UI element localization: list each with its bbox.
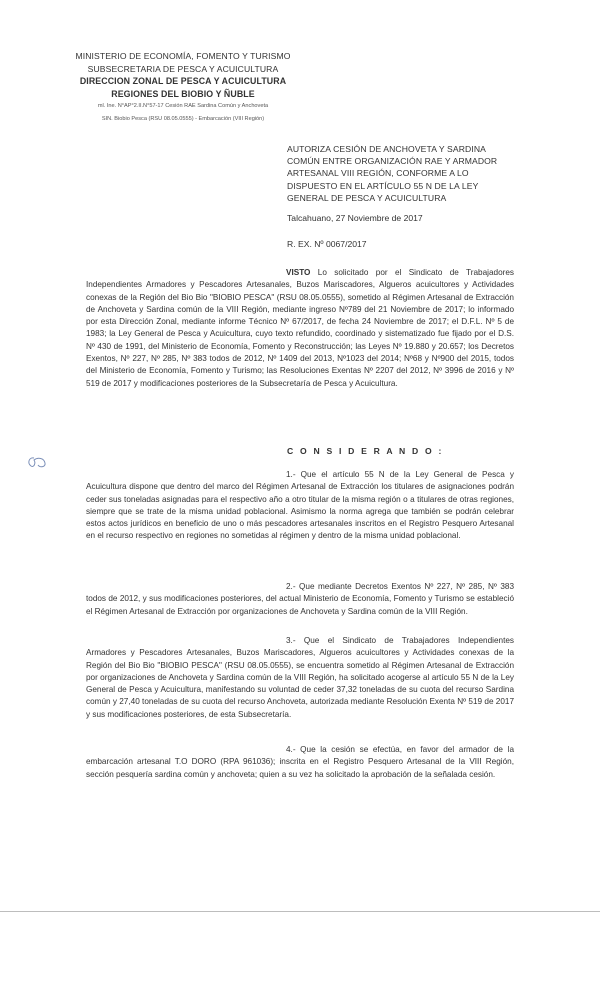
page-footer-rule	[0, 911, 600, 912]
letterhead	[58, 50, 308, 125]
regions-line: REGIONES DEL BIOBIO Y ÑUBLE	[111, 88, 255, 99]
zonal-direction-line: DIRECCION ZONAL DE PESCA Y ACUICULTURA	[79, 76, 287, 86]
place-date: Talcahuano, 27 Noviembre de 2017	[287, 213, 423, 223]
subsecretary-line: SUBSECRETARIA DE PESCA Y ACUICULTURA	[87, 63, 279, 74]
visto-label: VISTO	[286, 268, 311, 277]
considerando-heading: C O N S I D E R A N D O :	[287, 446, 444, 456]
ministry-line: MINISTERIO DE ECONOMÍA, FOMENTO Y TURISMO	[75, 51, 291, 61]
considerando-1: 1.- Que el artículo 55 N de la Ley General de Pesca y Acuicultura dispone que dentro del marco del Régimen Artesanal de Extracción los titulares de asignaciones podrán ceder sus toneladas asignadas para el respectivo año a otro titular de la misma región o a titulares de otras regiones, siempre que se trate de la misma unidad poblacional. Asimismo la norma agrega que también se podrán celebrar estos actos jurídicos en beneficio de uno o más pescadores artesanales inscritos en el Registro Pesquero Artesanal en el recurso respectivo en regiones no sometidas al régimen y dentro de la misma unidad poblacional.	[86, 470, 514, 541]
visto-paragraph	[86, 267, 514, 390]
visto-text: Lo solicitado por el Sindicato de Trabajadores Independientes Armadores y Pescadores Artesanales, Buzos Mariscadores, Algueros acuicultores y Actividades conexas de la Región del Bio Bio "BIOBIO PESCA" (RSU 08.05.0555), sometido al Régimen Artesanal de Extracción de Anchoveta y Sardina común de la VIII Región, mediante ingreso Nº789 del 21 Noviembre de 2017; lo informado por esta Dirección Zonal, mediante informe Técnico Nº 67/2017, de fecha 24 Noviembre de 2017; el D.F.L. Nº 5 de 1983; la Ley General de Pesca y Acuicultura, cuyo texto refundido, coordinado y sistematizado fue fijado por el D.S. Nº 430 de 1991, del Ministerio de Economía, Fomento y Reconstrucción; las Leyes Nº 19.880 y 20.657; los Decretos Exentos, Nº 227, Nº 285, Nº 383 todos de 2012, Nº 1409 del 2013, Nº1023 del 2014; Nº68 y Nº900 del 2015, todos del Ministerio de Economía, Fomento y Turismo; las Resoluciones Exentas Nº 2207 del 2012, Nº 3996 de 2016 y Nº 519 de 2017 y modificaciones posteriores de la Subsecretaría de Pesca y Acuicultura.	[86, 268, 514, 388]
considerando-2: 2.- Que mediante Decretos Exentos Nº 227, Nº 285, Nº 383 todos de 2012, y sus modificaciones posteriores, del actual Ministerio de Economía, Fomento y Turismo se estableció el Régimen Artesanal de Extracción por organizaciones de Anchoveta y Sardina común de la VIII Región.	[86, 582, 514, 616]
file-reference-line: ml. Ine. N°AP°2.II.N°57-17 Cesión RAE Sardina Común y Anchoveta	[97, 103, 269, 109]
considerando-3: 3.- Que el Sindicato de Trabajadores Independientes Armadores y Pescadores Artesanales, Buzos Mariscadores, Algueros acuicultores y Actividades conexas de la Región del Bio Bio "BIOBIO PESCA" (RSU 08.05.0555), se encuentra sometido al Régimen Artesanal de Extracción por organizaciones de Anchoveta y Sardina común de la VIII Región, ha solicitado acogerse al artículo 55 N de la Ley General de Pesca y Acuicultura, manifestando su voluntad de ceder 37,32 toneladas de su cuota del recurso Sardina común y 27,40 toneladas de su cuota del recurso Anchoveta, autorizada mediante Resolución Exenta Nº 519 de 2017 y sus modificaciones posteriores, de esta Subsecretaría.	[86, 636, 514, 719]
resolution-subject: AUTORIZA CESIÓN DE ANCHOVETA Y SARDINA COMÚN ENTRE ORGANIZACIÓN RAE Y ARMADOR ARTESANAL VIII REGIÓN, CONFORME A LO DISPUESTO EN EL ARTÍCULO 55 N DE LA LEY GENERAL DE PESCA Y ACUICULTURA	[287, 144, 498, 203]
resolution-number: R. EX. Nº 0067/2017	[287, 239, 367, 249]
considerando-4: 4.- Que la cesión se efectúa, en favor del armador de la embarcación artesanal T.O DORO (RPA 961036); inscrita en el Registro Pesquero Artesanal de la VIII Región, sección pesquería sardina común y anchoveta; quien a su vez ha solicitado la aprobación de la señalada cesión.	[86, 745, 514, 779]
handwritten-initials-mark	[26, 455, 48, 469]
file-reference-line-2: SIN. Biobio Pesca (RSU 08.05.0555) - Embarcación (VIII Región)	[101, 115, 265, 122]
